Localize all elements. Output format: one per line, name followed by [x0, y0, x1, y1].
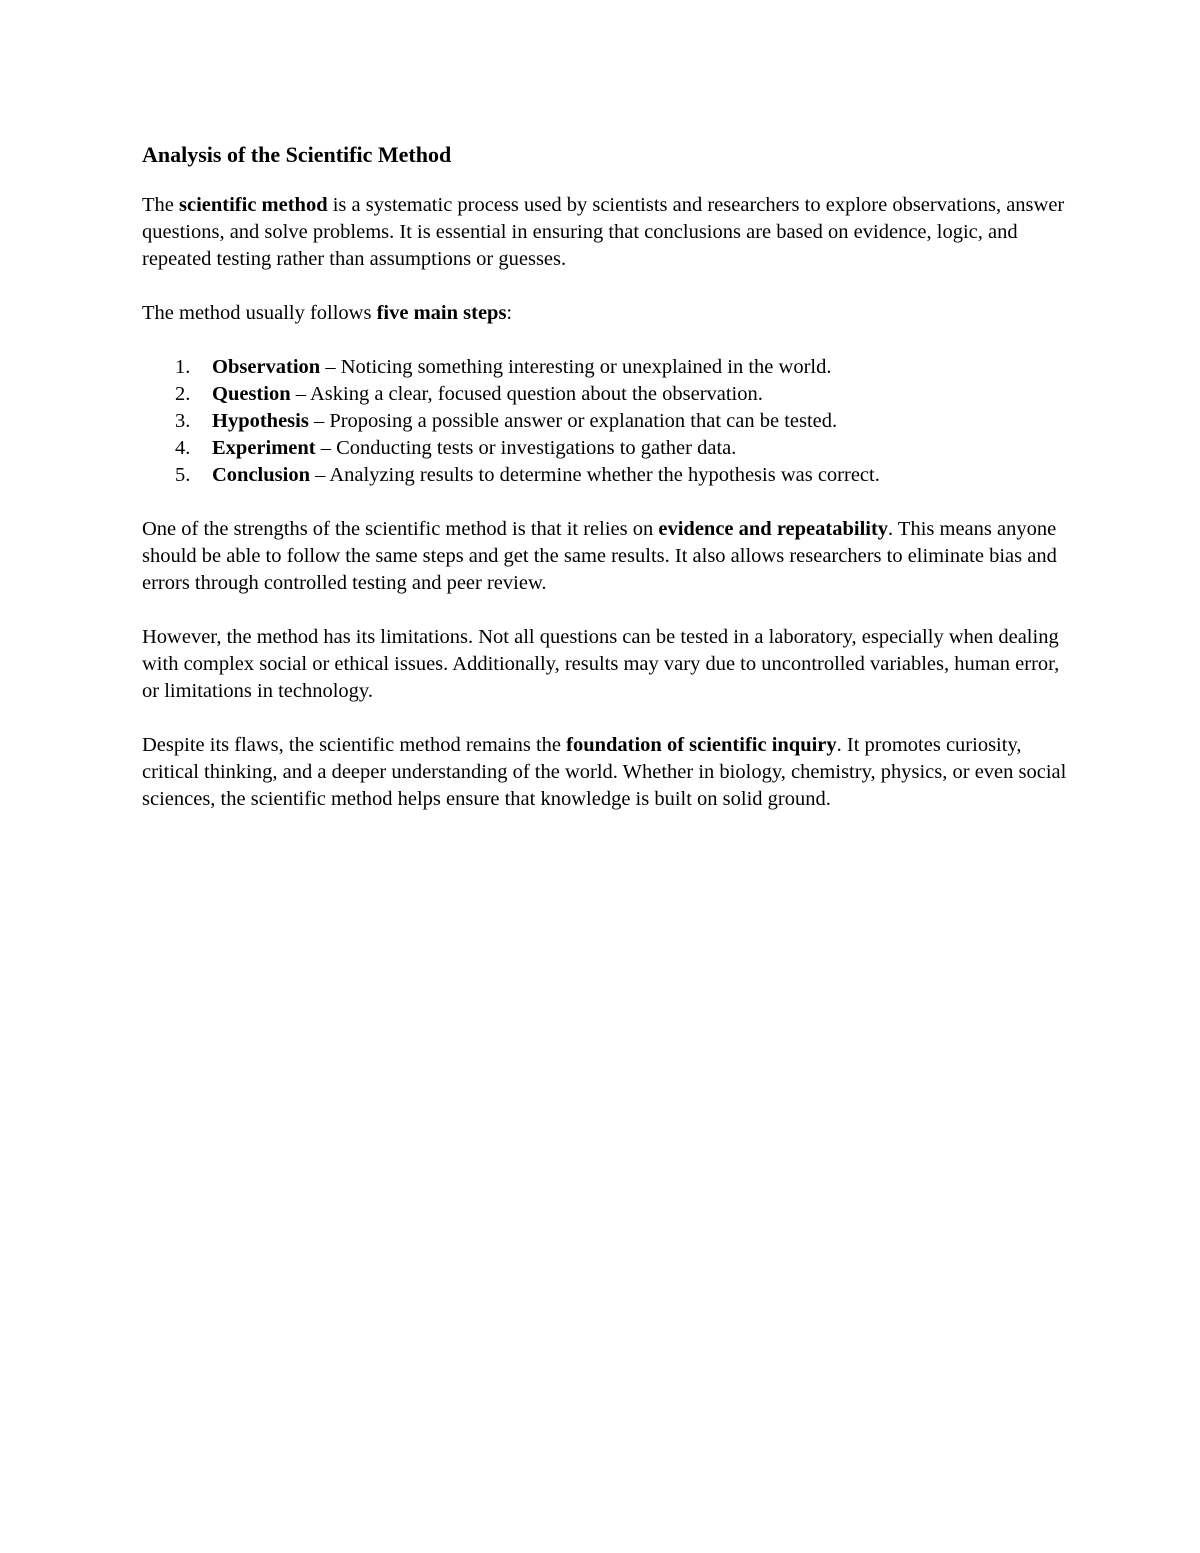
list-item-desc: – Conducting tests or investigations to gather data. [315, 437, 737, 459]
strengths-paragraph [142, 516, 1072, 597]
list-item-term: Question [212, 383, 291, 405]
steps-intro-bold: five main steps [376, 302, 507, 324]
list-item [142, 435, 1072, 462]
conclusion-pre: Despite its flaws, the scientific method remains the [142, 734, 567, 756]
document-page [142, 140, 1072, 840]
list-item-desc: – Proposing a possible answer or explanation that can be tested. [308, 410, 838, 432]
limitations-paragraph: However, the method has its limitations. Not all questions can be tested in a laboratory, especially when dealing with complex social or ethical issues. Additionally, results may vary due to uncontrolled variables, human error, or limitations in technology. [142, 626, 1060, 702]
steps-intro-pre: The method usually follows [142, 302, 377, 324]
strengths-bold: evidence and repeatability [658, 518, 889, 540]
list-item-desc: – Analyzing results to determine whether the hypothesis was correct. [309, 464, 880, 486]
list-item-term: Experiment [212, 437, 316, 459]
list-item-term: Conclusion [212, 464, 310, 486]
list-item-desc: – Asking a clear, focused question about the observation. [290, 383, 763, 405]
conclusion-paragraph [142, 732, 1072, 813]
list-item-number: 1. [175, 356, 191, 378]
intro-bold: scientific method [179, 194, 328, 216]
strengths-pre: One of the strengths of the scientific method is that it relies on [142, 518, 659, 540]
list-item-number: 2. [175, 383, 191, 405]
list-item-desc: – Noticing something interesting or unexplained in the world. [320, 356, 832, 378]
list-item [142, 354, 1072, 381]
intro-text-pre: The [142, 194, 179, 216]
list-item [142, 408, 1072, 435]
list-item-term: Hypothesis [212, 410, 309, 432]
steps-intro-paragraph [142, 300, 1072, 327]
conclusion-post: . It promotes curiosity, critical thinking, and a deeper understanding of the world. Whether in biology, chemistry, physics, or even social sciences, the scientific method helps ensure that knowledge is built on solid ground. [142, 734, 1067, 810]
conclusion-bold: foundation of scientific inquiry [566, 734, 837, 756]
list-item-number: 5. [175, 464, 191, 486]
steps-list [142, 354, 1072, 489]
document-title: Analysis of the Scientific Method [142, 142, 452, 167]
intro-paragraph [142, 192, 1072, 273]
list-item-number: 4. [175, 437, 191, 459]
list-item [142, 381, 1072, 408]
strengths-post: . This means anyone should be able to follow the same steps and get the same results. It also allows researchers to eliminate bias and errors through controlled testing and peer review. [142, 518, 1057, 594]
intro-text-post: is a systematic process used by scientists and researchers to explore observations, answer questions, and solve problems. It is essential in ensuring that conclusions are based on evidence, logic, and repeated testing rather than assumptions or guesses. [142, 194, 1065, 270]
list-item-number: 3. [175, 410, 191, 432]
steps-intro-post: : [506, 302, 513, 324]
list-item [142, 462, 1072, 489]
list-item-term: Observation [212, 356, 321, 378]
